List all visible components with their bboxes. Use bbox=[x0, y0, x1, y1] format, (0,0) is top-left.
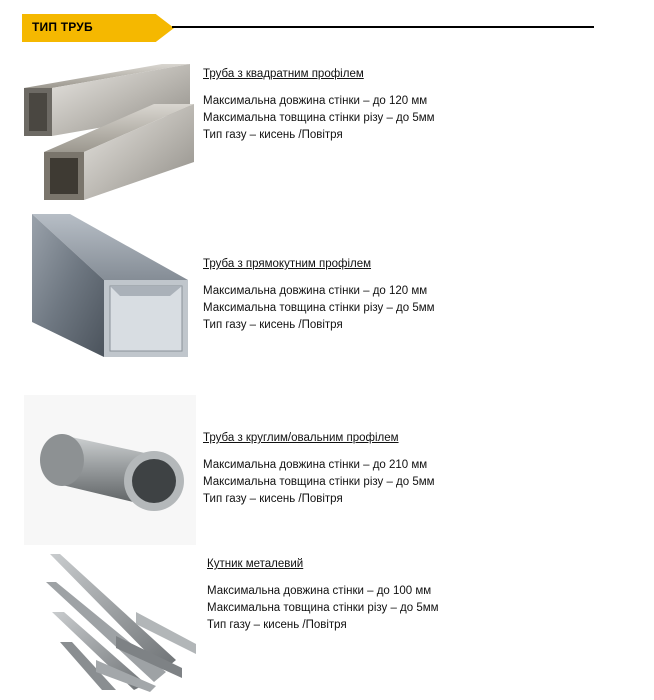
item-spec: Максимальна товщина стінки різу – до 5мм bbox=[207, 602, 439, 614]
item-square-pipe bbox=[203, 66, 435, 144]
section-title: ТИП ТРУБ bbox=[32, 20, 93, 34]
item-title: Труба з квадратним профілем bbox=[203, 68, 364, 80]
item-spec: Максимальна довжина стінки – до 100 мм bbox=[207, 585, 432, 597]
item-spec: Тип газу – кисень /Повітря bbox=[203, 129, 343, 141]
header-divider bbox=[172, 26, 594, 28]
item-title: Труба з круглим/овальним профілем bbox=[203, 432, 399, 444]
rectangular-pipe-image bbox=[30, 212, 190, 362]
item-spec: Максимальна довжина стінки – до 120 мм bbox=[203, 285, 428, 297]
round-pipe-image bbox=[24, 395, 196, 545]
item-spec: Тип газу – кисень /Повітря bbox=[207, 619, 347, 631]
item-spec: Максимальна товщина стінки різу – до 5мм bbox=[203, 302, 435, 314]
item-spec: Максимальна довжина стінки – до 210 мм bbox=[203, 459, 428, 471]
item-spec: Тип газу – кисень /Повітря bbox=[203, 319, 343, 331]
section-header bbox=[22, 14, 594, 42]
item-spec: Тип газу – кисень /Повітря bbox=[203, 493, 343, 505]
item-angle-steel bbox=[207, 556, 439, 634]
angle-steel-image bbox=[46, 552, 196, 692]
item-spec: Максимальна довжина стінки – до 120 мм bbox=[203, 95, 428, 107]
item-title: Кутник металевий bbox=[207, 558, 304, 570]
item-spec: Максимальна товщина стінки різу – до 5мм bbox=[203, 112, 435, 124]
item-title: Труба з прямокутним профілем bbox=[203, 258, 372, 270]
item-spec: Максимальна товщина стінки різу – до 5мм bbox=[203, 476, 435, 488]
item-rectangular-pipe bbox=[203, 256, 435, 334]
item-round-pipe bbox=[203, 430, 435, 508]
square-pipe-image bbox=[22, 62, 194, 202]
